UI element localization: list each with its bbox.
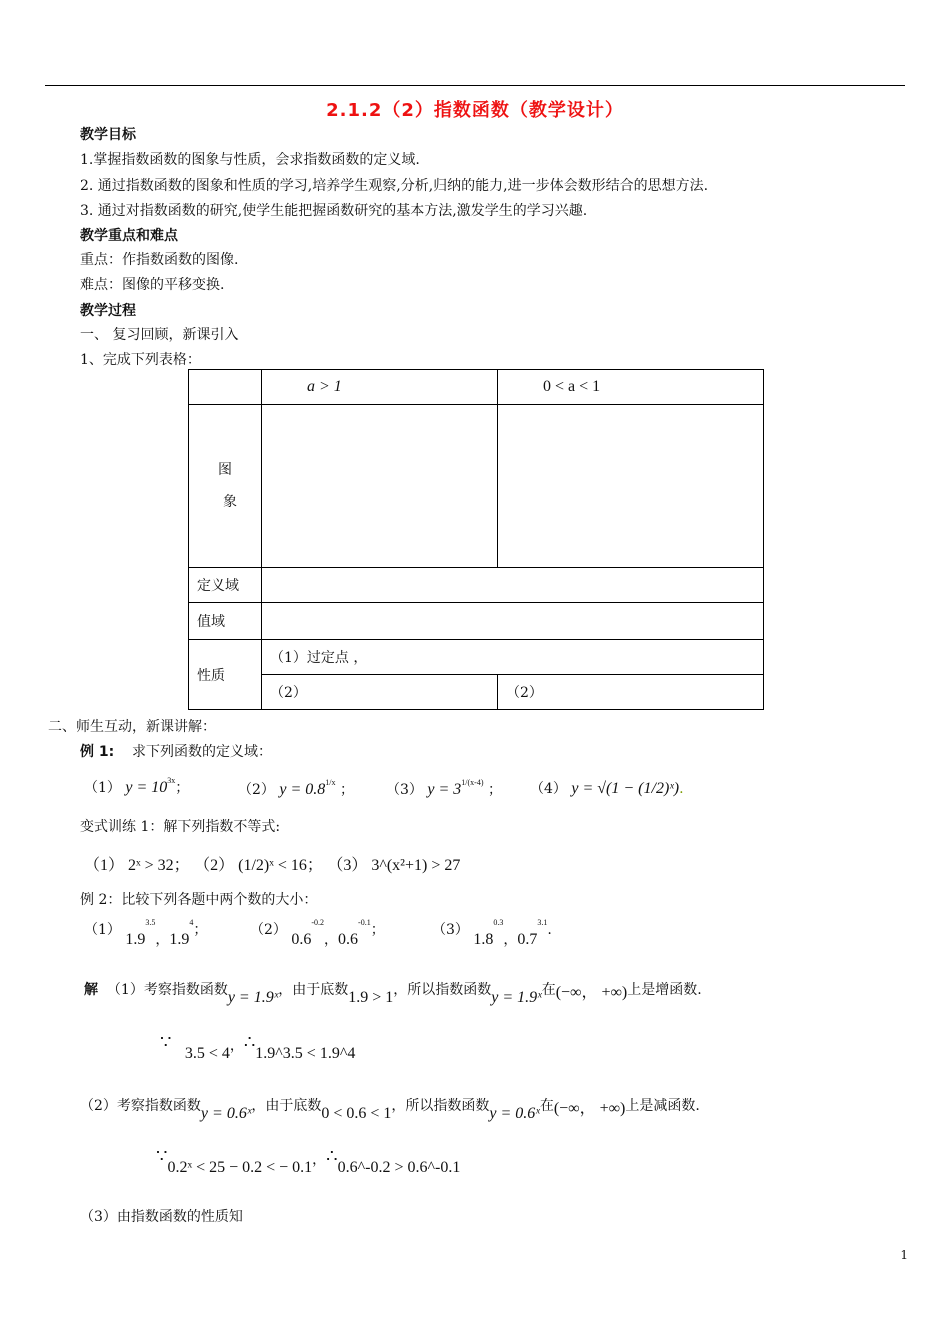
difficulty-text: 难点：图像的平移变换. (80, 277, 225, 293)
header-a-greater-1: a > 1 (262, 370, 498, 405)
property-2-right: （2） (498, 675, 764, 710)
key-points-heading: 教学重点和难点 (80, 228, 178, 244)
section-two-heading: 二、师生互动，新课讲解： (48, 719, 216, 735)
example-2-item-1: （1） $1.9^{3.5}$，$1.9^4$； (84, 918, 208, 948)
header-a-between-0-1: 0 < a < 1 (498, 370, 764, 405)
row-domain-label: 定义域 (189, 568, 262, 603)
because-symbol: ∵ (160, 1032, 172, 1053)
solution-part-1: 解 （1）考察指数函数y = 1.9ˣ，由于底数1.9 > 1，所以指数函数y = 1.9ˣ在(−∞， +∞)上是增函数. (84, 982, 702, 1006)
example-2-item-2: （2） $0.6^{-0.2}$，$0.6^{-0.1}$； (250, 918, 385, 948)
graph-cell-a-greater-1 (262, 405, 498, 568)
header-rule (45, 85, 905, 86)
example-2-heading: 例 2：比较下列各题中两个数的大小： (80, 892, 318, 908)
property-2-left: （2） (262, 675, 498, 710)
solution-part-2: （2）考察指数函数y = 0.6ˣ，由于底数0 < 0.6 < 1，所以指数函数y = 0.6ˣ在(−∞， +∞)上是减函数. (80, 1098, 700, 1122)
example-1-item-1: （1） $y = 10^{3x}$； (84, 776, 190, 796)
focus-text: 重点：作指数函数的图像. (80, 252, 239, 268)
inequality-2: （2） (1/2)ˣ < 16； (194, 857, 323, 874)
row-properties-label: 性质 (189, 640, 262, 710)
example-2-item-3: （3） $1.8^{0.3}$，$0.7^{3.1}$. (432, 918, 552, 948)
solution-line-4: ∵0.2ˣ < 25 − 0.2 < − 0.1，∴0.6^-0.2 > 0.6^-0.1 (156, 1146, 461, 1176)
example-1-heading: 例 1: 求下列函数的定义域： (80, 744, 273, 760)
exponential-properties-table (188, 369, 764, 710)
domain-cell (262, 568, 764, 603)
graph-cell-a-between-0-1 (498, 405, 764, 568)
example-1-item-2: （2） $y = 0.8^{1/x}$ ； (238, 778, 354, 798)
variant-inequalities (84, 852, 460, 875)
goal-item-3: 3. 通过对指数函数的研究,使学生能把握函数研究的基本方法,激发学生的学习兴趣. (80, 203, 588, 219)
row-graph-label: 图 象 (189, 405, 262, 568)
range-cell (262, 603, 764, 640)
process-heading: 教学过程 (80, 303, 136, 319)
page-number: 1 (900, 1248, 908, 1262)
property-fixed-point: （1）过定点 ， (262, 640, 764, 675)
inequality-1: （1） 2ˣ > 32； (84, 857, 190, 874)
goal-item-2: 2. 通过指数函数的图象和性质的学习,培养学生观察,分析,归纳的能力,进一步体会数形结合的思想方法. (80, 178, 709, 194)
table-corner-cell (189, 370, 262, 405)
row-range-label: 值域 (189, 603, 262, 640)
inequality-3: （3） 3^(x²+1) > 27 (327, 857, 461, 874)
example-1-item-3: （3） $y = 3^{1/(x-4)}$ ； (386, 778, 502, 798)
section-one-heading: 一、 复习回顾，新课引入 (80, 327, 239, 343)
variant-training-heading: 变式训练 1：解下列指数不等式: (80, 819, 281, 835)
goal-item-1: 1.掌握指数函数的图象与性质，会求指数函数的定义域. (80, 152, 420, 168)
task-one-text: 1、完成下列表格： (80, 352, 201, 368)
goals-heading: 教学目标 (80, 127, 136, 143)
example-1-item-4: （4） y = √(1 − (1/2)ˣ). (530, 780, 684, 797)
solution-line-2: ∵ 3.5 < 4，∴1.9^3.5 < 1.9^4 (160, 1032, 356, 1062)
solution-part-3: （3）由指数函数的性质知 (80, 1209, 243, 1225)
page-title: 2.1.2（2）指数函数（教学设计） (326, 100, 624, 121)
therefore-symbol: ∴ (243, 1032, 256, 1053)
